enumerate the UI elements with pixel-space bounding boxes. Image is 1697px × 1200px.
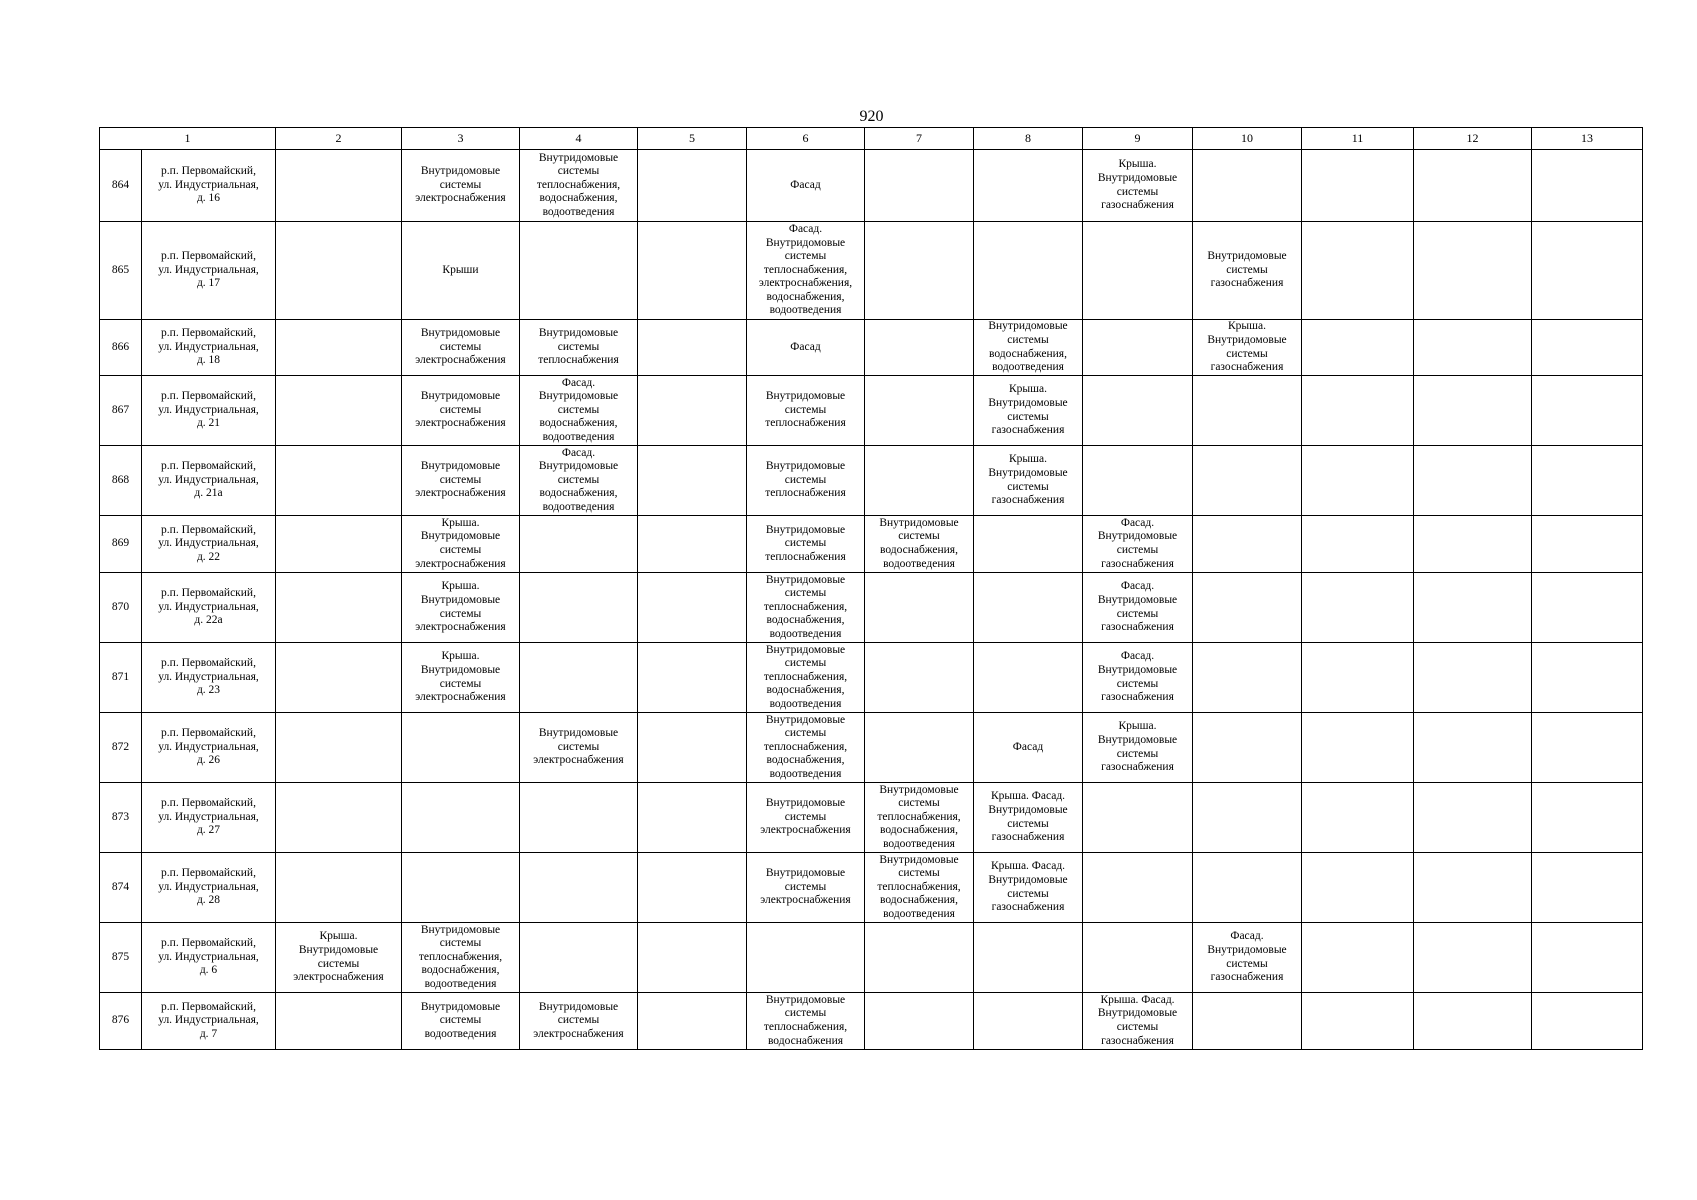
- col-11-cell: [1302, 150, 1414, 222]
- col-7-cell: [865, 376, 974, 446]
- col-2-cell: [276, 713, 402, 783]
- column-header: 11: [1302, 128, 1414, 150]
- col-11-cell: [1302, 516, 1414, 573]
- col-4-cell: [520, 783, 638, 853]
- col-12-cell: [1414, 853, 1532, 923]
- table-row: [100, 993, 1643, 1050]
- row-number-cell: 867: [100, 376, 142, 446]
- row-number-cell: 872: [100, 713, 142, 783]
- col-9-cell: [1083, 923, 1193, 993]
- table-row: [100, 783, 1643, 853]
- col-13-cell: [1532, 993, 1643, 1050]
- col-7-cell: [865, 713, 974, 783]
- col-10-cell: [1193, 643, 1302, 713]
- col-7-cell: [865, 993, 974, 1050]
- col-6-cell: Внутридомовые системы теплоснабжения, водоснабжения, водоотведения: [747, 713, 865, 783]
- col-5-cell: [638, 783, 747, 853]
- col-11-cell: [1302, 376, 1414, 446]
- col-3-cell: Крыша. Внутридомовые системы электроснабжения: [402, 573, 520, 643]
- col-8-cell: [974, 222, 1083, 320]
- col-6-cell: Внутридомовые системы теплоснабжения, водоснабжения, водоотведения: [747, 643, 865, 713]
- column-header: 9: [1083, 128, 1193, 150]
- col-6-cell: Внутридомовые системы теплоснабжения: [747, 376, 865, 446]
- table-row: [100, 573, 1643, 643]
- col-2-cell: [276, 516, 402, 573]
- col-2-cell: [276, 446, 402, 516]
- col-4-cell: Фасад. Внутридомовые системы водоснабжения, водоотведения: [520, 446, 638, 516]
- table-body: [100, 150, 1643, 1050]
- col-8-cell: [974, 516, 1083, 573]
- col-4-cell: [520, 222, 638, 320]
- col-5-cell: [638, 516, 747, 573]
- col-6-cell: Внутридомовые системы электроснабжения: [747, 853, 865, 923]
- col-9-cell: Крыша. Внутридомовые системы газоснабжения: [1083, 713, 1193, 783]
- col-7-cell: [865, 446, 974, 516]
- col-5-cell: [638, 320, 747, 376]
- row-number-cell: 876: [100, 993, 142, 1050]
- col-5-cell: [638, 376, 747, 446]
- col-11-cell: [1302, 446, 1414, 516]
- table-row: [100, 713, 1643, 783]
- col-3-cell: [402, 853, 520, 923]
- col-10-cell: [1193, 783, 1302, 853]
- col-4-cell: [520, 573, 638, 643]
- page-number: 920: [859, 108, 884, 125]
- col-5-cell: [638, 993, 747, 1050]
- address-cell: р.п. Первомайский, ул. Индустриальная, д. 17: [142, 222, 276, 320]
- address-cell: р.п. Первомайский, ул. Индустриальная, д. 18: [142, 320, 276, 376]
- address-cell: р.п. Первомайский, ул. Индустриальная, д. 22: [142, 516, 276, 573]
- table-row: [100, 516, 1643, 573]
- column-header: 12: [1414, 128, 1532, 150]
- col-8-cell: Крыша. Фасад. Внутридомовые системы газоснабжения: [974, 783, 1083, 853]
- column-header: 1: [100, 128, 276, 150]
- col-9-cell: [1083, 376, 1193, 446]
- col-9-cell: [1083, 783, 1193, 853]
- row-number-cell: 869: [100, 516, 142, 573]
- table-row: [100, 643, 1643, 713]
- col-9-cell: [1083, 222, 1193, 320]
- col-12-cell: [1414, 993, 1532, 1050]
- col-2-cell: [276, 853, 402, 923]
- col-7-cell: Внутридомовые системы теплоснабжения, водоснабжения, водоотведения: [865, 783, 974, 853]
- col-8-cell: [974, 573, 1083, 643]
- col-6-cell: Внутридомовые системы электроснабжения: [747, 783, 865, 853]
- col-8-cell: Крыша. Внутридомовые системы газоснабжения: [974, 376, 1083, 446]
- col-11-cell: [1302, 853, 1414, 923]
- address-cell: р.п. Первомайский, ул. Индустриальная, д. 22а: [142, 573, 276, 643]
- col-9-cell: Фасад. Внутридомовые системы газоснабжения: [1083, 573, 1193, 643]
- col-12-cell: [1414, 150, 1532, 222]
- col-7-cell: Внутридомовые системы теплоснабжения, водоснабжения, водоотведения: [865, 853, 974, 923]
- col-13-cell: [1532, 516, 1643, 573]
- col-8-cell: Внутридомовые системы водоснабжения, водоотведения: [974, 320, 1083, 376]
- column-header: 7: [865, 128, 974, 150]
- col-9-cell: Фасад. Внутридомовые системы газоснабжения: [1083, 643, 1193, 713]
- col-6-cell: Фасад. Внутридомовые системы теплоснабжения, электроснабжения, водоснабжения, водоотведения: [747, 222, 865, 320]
- row-number-cell: 874: [100, 853, 142, 923]
- schedule-table: [99, 127, 1643, 1050]
- col-2-cell: [276, 643, 402, 713]
- column-header: 4: [520, 128, 638, 150]
- col-4-cell: [520, 853, 638, 923]
- col-12-cell: [1414, 376, 1532, 446]
- col-13-cell: [1532, 853, 1643, 923]
- col-13-cell: [1532, 320, 1643, 376]
- row-number-cell: 865: [100, 222, 142, 320]
- col-11-cell: [1302, 993, 1414, 1050]
- address-cell: р.п. Первомайский, ул. Индустриальная, д. 28: [142, 853, 276, 923]
- column-header: 6: [747, 128, 865, 150]
- col-4-cell: [520, 643, 638, 713]
- col-10-cell: [1193, 516, 1302, 573]
- column-header: 2: [276, 128, 402, 150]
- col-3-cell: [402, 783, 520, 853]
- row-number-cell: 864: [100, 150, 142, 222]
- col-2-cell: [276, 376, 402, 446]
- col-3-cell: [402, 713, 520, 783]
- col-10-cell: [1193, 150, 1302, 222]
- col-12-cell: [1414, 446, 1532, 516]
- col-7-cell: Внутридомовые системы водоснабжения, водоотведения: [865, 516, 974, 573]
- col-6-cell: Внутридомовые системы теплоснабжения: [747, 446, 865, 516]
- col-7-cell: [865, 320, 974, 376]
- col-4-cell: [520, 516, 638, 573]
- col-7-cell: [865, 150, 974, 222]
- col-4-cell: Внутридомовые системы теплоснабжения, водоснабжения, водоотведения: [520, 150, 638, 222]
- address-cell: р.п. Первомайский, ул. Индустриальная, д. 26: [142, 713, 276, 783]
- col-4-cell: Фасад. Внутридомовые системы водоснабжения, водоотведения: [520, 376, 638, 446]
- col-3-cell: Внутридомовые системы теплоснабжения, водоснабжения, водоотведения: [402, 923, 520, 993]
- col-2-cell: Крыша. Внутридомовые системы электроснабжения: [276, 923, 402, 993]
- column-header: 3: [402, 128, 520, 150]
- col-12-cell: [1414, 516, 1532, 573]
- row-number-cell: 866: [100, 320, 142, 376]
- address-cell: р.п. Первомайский, ул. Индустриальная, д. 27: [142, 783, 276, 853]
- col-8-cell: [974, 643, 1083, 713]
- col-3-cell: Внутридомовые системы водоотведения: [402, 993, 520, 1050]
- col-4-cell: [520, 923, 638, 993]
- col-9-cell: Крыша. Фасад. Внутридомовые системы газоснабжения: [1083, 993, 1193, 1050]
- col-5-cell: [638, 853, 747, 923]
- col-11-cell: [1302, 643, 1414, 713]
- col-8-cell: [974, 923, 1083, 993]
- col-12-cell: [1414, 573, 1532, 643]
- col-5-cell: [638, 643, 747, 713]
- col-13-cell: [1532, 150, 1643, 222]
- address-cell: р.п. Первомайский, ул. Индустриальная, д. 23: [142, 643, 276, 713]
- col-7-cell: [865, 923, 974, 993]
- row-number-cell: 871: [100, 643, 142, 713]
- col-11-cell: [1302, 713, 1414, 783]
- col-3-cell: Внутридомовые системы электроснабжения: [402, 446, 520, 516]
- table-row: [100, 923, 1643, 993]
- col-11-cell: [1302, 320, 1414, 376]
- row-number-cell: 868: [100, 446, 142, 516]
- col-8-cell: Фасад: [974, 713, 1083, 783]
- col-10-cell: Крыша. Внутридомовые системы газоснабжения: [1193, 320, 1302, 376]
- col-12-cell: [1414, 713, 1532, 783]
- col-13-cell: [1532, 643, 1643, 713]
- col-11-cell: [1302, 923, 1414, 993]
- col-13-cell: [1532, 923, 1643, 993]
- col-6-cell: [747, 923, 865, 993]
- table-row: [100, 222, 1643, 320]
- col-2-cell: [276, 783, 402, 853]
- header-row: [100, 128, 1643, 150]
- col-10-cell: [1193, 376, 1302, 446]
- col-12-cell: [1414, 222, 1532, 320]
- col-10-cell: Фасад. Внутридомовые системы газоснабжения: [1193, 923, 1302, 993]
- address-cell: р.п. Первомайский, ул. Индустриальная, д. 6: [142, 923, 276, 993]
- col-4-cell: Внутридомовые системы электроснабжения: [520, 993, 638, 1050]
- col-12-cell: [1414, 923, 1532, 993]
- col-10-cell: [1193, 853, 1302, 923]
- col-13-cell: [1532, 713, 1643, 783]
- col-10-cell: [1193, 713, 1302, 783]
- col-6-cell: Внутридомовые системы теплоснабжения: [747, 516, 865, 573]
- col-10-cell: Внутридомовые системы газоснабжения: [1193, 222, 1302, 320]
- address-cell: р.п. Первомайский, ул. Индустриальная, д. 7: [142, 993, 276, 1050]
- address-cell: р.п. Первомайский, ул. Индустриальная, д. 21: [142, 376, 276, 446]
- table-row: [100, 150, 1643, 222]
- col-13-cell: [1532, 222, 1643, 320]
- col-12-cell: [1414, 643, 1532, 713]
- col-8-cell: Крыша. Внутридомовые системы газоснабжения: [974, 446, 1083, 516]
- row-number-cell: 875: [100, 923, 142, 993]
- col-5-cell: [638, 923, 747, 993]
- address-cell: р.п. Первомайский, ул. Индустриальная, д. 16: [142, 150, 276, 222]
- col-2-cell: [276, 993, 402, 1050]
- col-9-cell: Фасад. Внутридомовые системы газоснабжения: [1083, 516, 1193, 573]
- col-5-cell: [638, 222, 747, 320]
- column-header: 8: [974, 128, 1083, 150]
- col-8-cell: [974, 993, 1083, 1050]
- row-number-cell: 870: [100, 573, 142, 643]
- column-header: 5: [638, 128, 747, 150]
- col-7-cell: [865, 643, 974, 713]
- col-5-cell: [638, 150, 747, 222]
- col-8-cell: [974, 150, 1083, 222]
- col-12-cell: [1414, 783, 1532, 853]
- col-8-cell: Крыша. Фасад. Внутридомовые системы газоснабжения: [974, 853, 1083, 923]
- col-7-cell: [865, 222, 974, 320]
- column-header: 13: [1532, 128, 1643, 150]
- col-4-cell: Внутридомовые системы электроснабжения: [520, 713, 638, 783]
- row-number-cell: 873: [100, 783, 142, 853]
- col-5-cell: [638, 713, 747, 783]
- col-3-cell: Крыша. Внутридомовые системы электроснабжения: [402, 516, 520, 573]
- col-9-cell: [1083, 853, 1193, 923]
- table-row: [100, 376, 1643, 446]
- table-row: [100, 853, 1643, 923]
- col-3-cell: Внутридомовые системы электроснабжения: [402, 320, 520, 376]
- col-3-cell: Крыши: [402, 222, 520, 320]
- col-10-cell: [1193, 573, 1302, 643]
- col-11-cell: [1302, 222, 1414, 320]
- col-11-cell: [1302, 573, 1414, 643]
- col-3-cell: Крыша. Внутридомовые системы электроснабжения: [402, 643, 520, 713]
- column-header: 10: [1193, 128, 1302, 150]
- col-11-cell: [1302, 783, 1414, 853]
- col-9-cell: [1083, 320, 1193, 376]
- col-12-cell: [1414, 320, 1532, 376]
- col-6-cell: Внутридомовые системы теплоснабжения, водоснабжения, водоотведения: [747, 573, 865, 643]
- col-5-cell: [638, 446, 747, 516]
- table-row: [100, 446, 1643, 516]
- col-13-cell: [1532, 783, 1643, 853]
- col-2-cell: [276, 573, 402, 643]
- col-2-cell: [276, 150, 402, 222]
- col-6-cell: Фасад: [747, 150, 865, 222]
- col-9-cell: Крыша. Внутридомовые системы газоснабжения: [1083, 150, 1193, 222]
- col-13-cell: [1532, 573, 1643, 643]
- col-5-cell: [638, 573, 747, 643]
- col-10-cell: [1193, 446, 1302, 516]
- table-row: [100, 320, 1643, 376]
- col-7-cell: [865, 573, 974, 643]
- col-10-cell: [1193, 993, 1302, 1050]
- col-6-cell: Фасад: [747, 320, 865, 376]
- col-13-cell: [1532, 376, 1643, 446]
- col-9-cell: [1083, 446, 1193, 516]
- col-6-cell: Внутридомовые системы теплоснабжения, водоснабжения: [747, 993, 865, 1050]
- col-4-cell: Внутридомовые системы теплоснабжения: [520, 320, 638, 376]
- col-13-cell: [1532, 446, 1643, 516]
- col-2-cell: [276, 222, 402, 320]
- col-3-cell: Внутридомовые системы электроснабжения: [402, 150, 520, 222]
- col-3-cell: Внутридомовые системы электроснабжения: [402, 376, 520, 446]
- address-cell: р.п. Первомайский, ул. Индустриальная, д. 21а: [142, 446, 276, 516]
- col-2-cell: [276, 320, 402, 376]
